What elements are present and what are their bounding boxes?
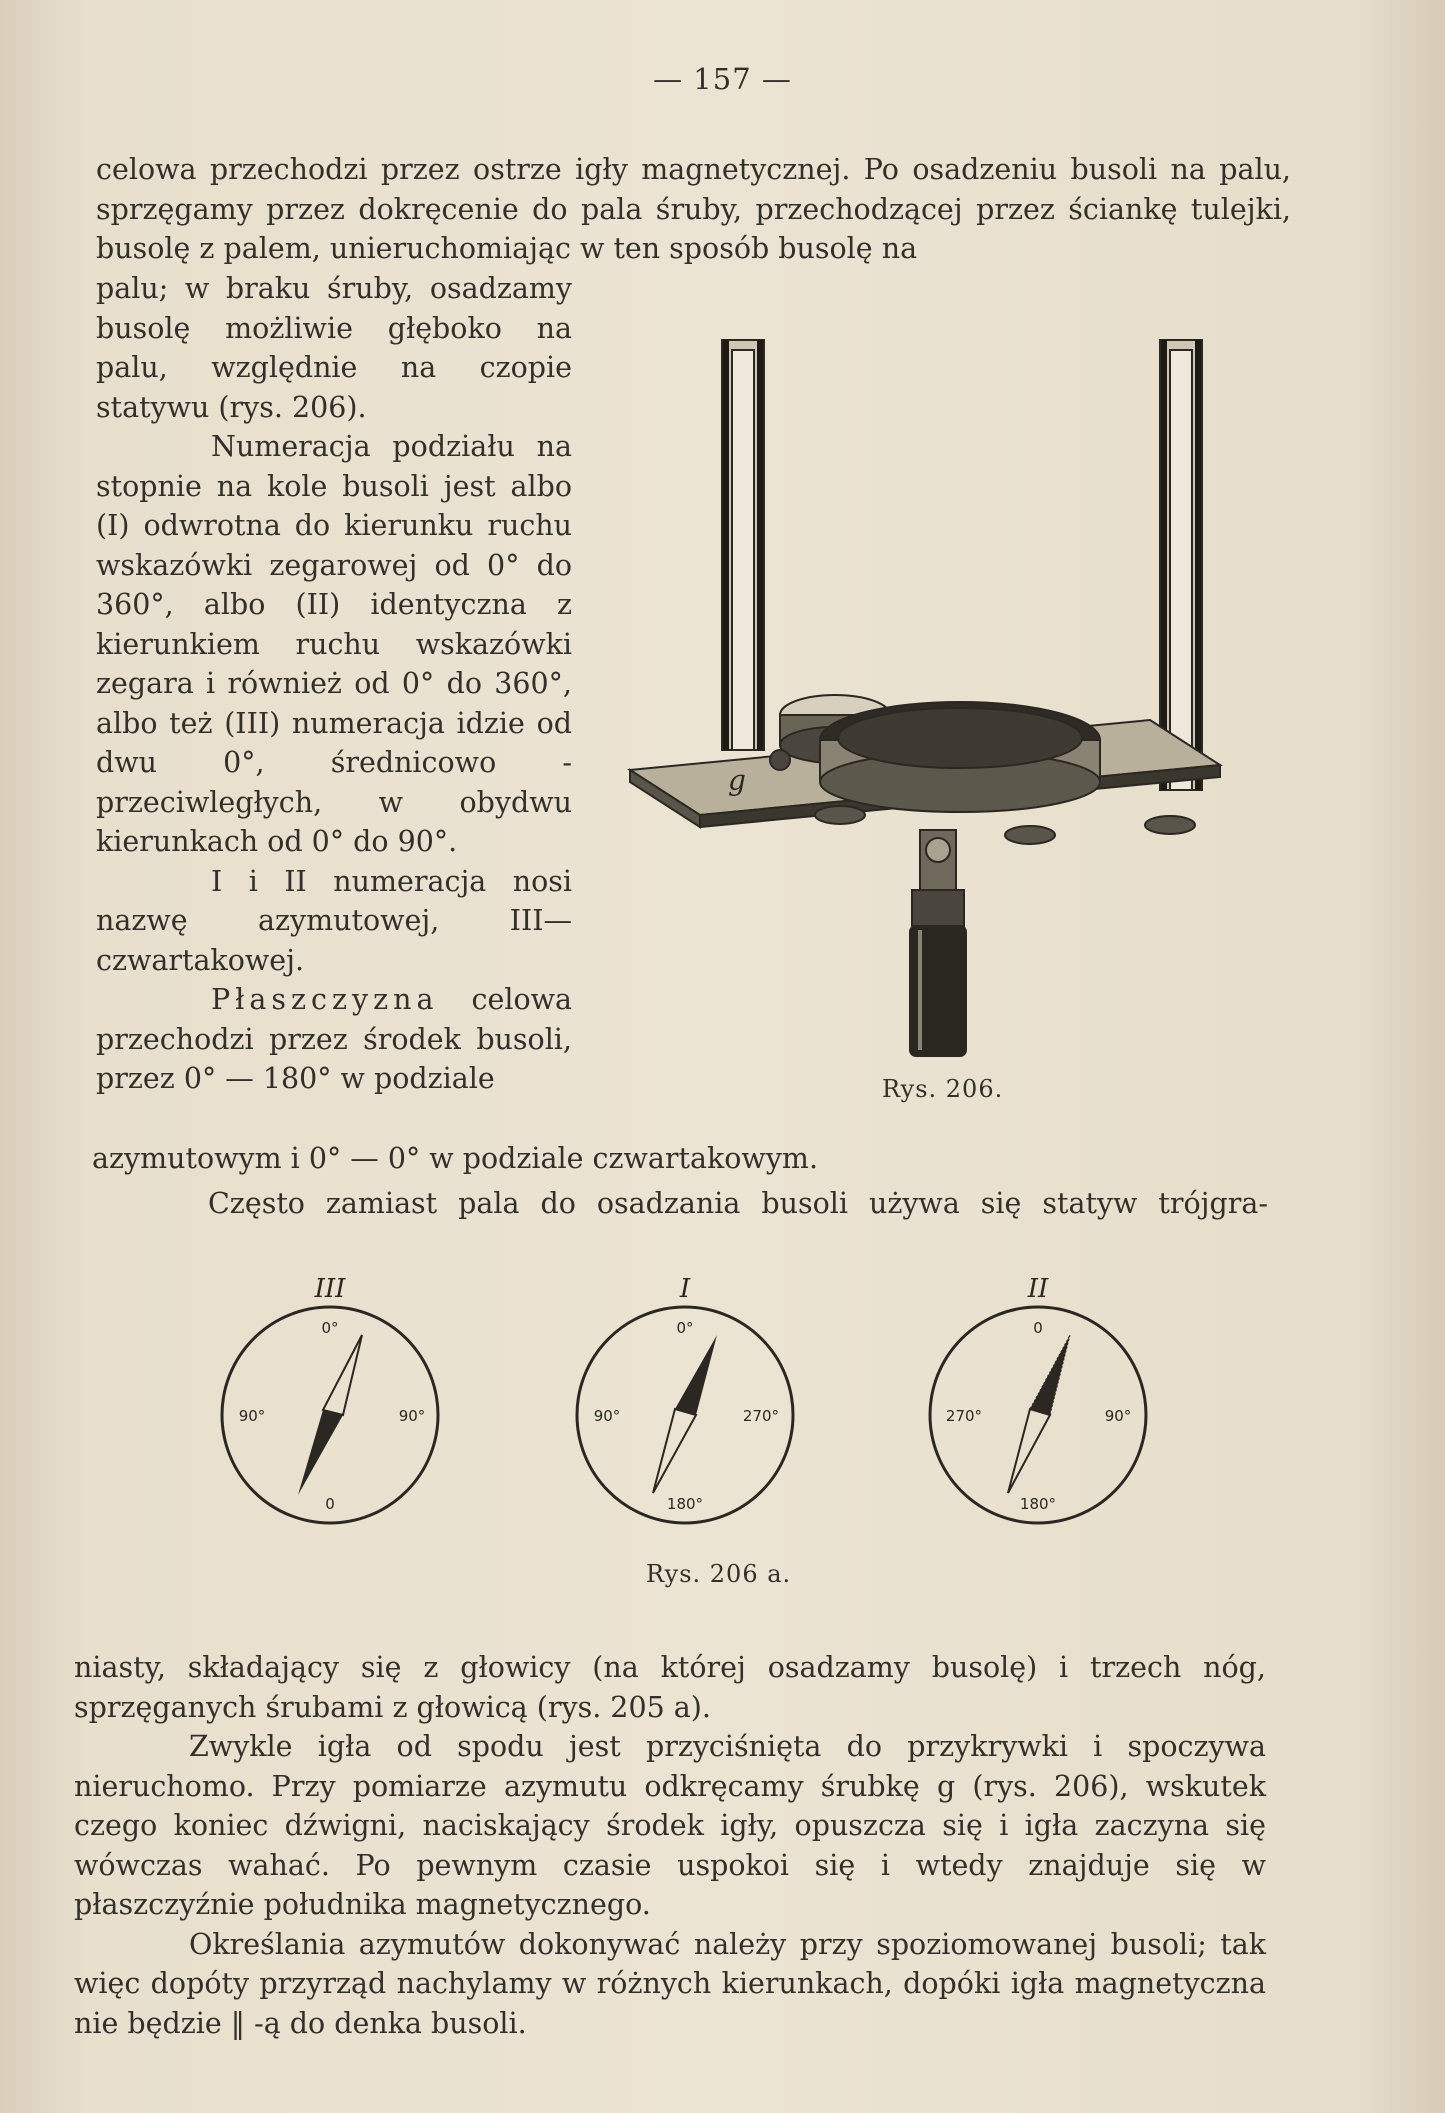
page-number: — 157 — bbox=[653, 62, 792, 96]
compass-right-label: 90° bbox=[1104, 1407, 1132, 1425]
paragraph: Numeracja podziału na stopnie na kole busoli jest albo (I) odwrotna do kierunku ruchu wskazówki zegarowej od 0° do 360°, albo (II) identyczna z kierunkiem ruchu wskazówki zegara i również od 0° do 360°, albo też (III) numeracja idzie od dwu 0°, średnicowo - przeciwległych, w obydwu kierunkach od 0° do 90°. bbox=[96, 430, 572, 858]
compass-needle bbox=[1008, 1335, 1070, 1493]
paragraph: Zwykle igła od spodu jest przyciśnięta do przykrywki i spoczywa nieruchomo. Przy pomiarze azymutu odkręcamy śrubkę g (rys. 206), wskutek czego koniec dźwigni, naciskający środek igły, opuszcza się i igła zaczyna się wówczas wahać. Po pewnym czasie uspokoi się i wtedy znajduje się w płaszczyźnie południka magnetycznego. bbox=[74, 1730, 1266, 1921]
stand-illustration bbox=[630, 340, 1220, 1056]
compass-diagram-ii bbox=[918, 1265, 1158, 1545]
paragraph: I i II numeracja nosi nazwę azymutowej, III—czwartakowej. bbox=[96, 864, 572, 977]
compass-numeral: I bbox=[679, 1274, 691, 1304]
compass-right-label: 90° bbox=[398, 1407, 426, 1425]
compass-diagram-iii bbox=[210, 1265, 450, 1545]
compass-bottom-label: 180° bbox=[666, 1495, 704, 1513]
compass-bottom-label: 0 bbox=[325, 1495, 335, 1513]
paragraph: Określania azymutów dokonywać należy przy spoziomowanej busoli; tak więc dopóty przyrząd nachylamy w różnych kierunkach, dopóki igła magnetyczna nie będzie ‖ -ą do denka busoli. bbox=[74, 1927, 1266, 2040]
spaced-emphasis: Płaszczyzna bbox=[211, 983, 439, 1016]
text-line: azymutowym i 0° — 0° w podziale czwartakowym. bbox=[92, 1142, 818, 1175]
text-block-bottom bbox=[74, 1648, 1266, 2043]
figure-206-caption: Rys. 206. bbox=[882, 1075, 1004, 1103]
compass-numeral: II bbox=[1027, 1274, 1049, 1304]
compass-bottom-label: 180° bbox=[1019, 1495, 1057, 1513]
compass-top-label: 0° bbox=[321, 1319, 339, 1337]
compass-left-label: 90° bbox=[238, 1407, 266, 1425]
paragraph: niasty, składający się z głowicy (na której osadzamy busolę) i trzech nóg, sprzęganych śrubami z głowicą (rys. 205 a). bbox=[74, 1651, 1266, 1724]
compass-diagram-i bbox=[565, 1265, 805, 1545]
compass-left-label: 270° bbox=[945, 1407, 983, 1425]
compass-needle bbox=[653, 1335, 717, 1493]
compass-right-label: 270° bbox=[742, 1407, 780, 1425]
compass-numeral: III bbox=[314, 1274, 346, 1304]
label-g: g bbox=[728, 764, 746, 797]
text-line: Często zamiast pala do osadzania busoli używa się statyw trójgra- bbox=[208, 1187, 1268, 1220]
compass-left-label: 90° bbox=[593, 1407, 621, 1425]
text-block-left-column bbox=[96, 269, 572, 1099]
figure-206a-caption: Rys. 206 a. bbox=[646, 1560, 792, 1588]
figure-206-illustration bbox=[620, 330, 1260, 1090]
compass-top-label: 0° bbox=[676, 1319, 694, 1337]
compass-needle bbox=[298, 1335, 362, 1495]
figure-206a bbox=[210, 1265, 1160, 1545]
paragraph: palu; w braku śruby, osadzamy busolę możliwie głęboko na palu, względnie na czopie statywu (rys. 206). bbox=[96, 272, 572, 424]
paragraph: celowa przechodzi przez ostrze igły magnetycznej. Po osadzeniu busoli na palu, sprzęgamy przez dokręcenie do pala śruby, przechodzącej przez ściankę tulejki, busolę z palem, unieruchomiając w ten sposób busolę na bbox=[96, 153, 1291, 265]
paragraph-spaced: Płaszczyzna celowa przechodzi przez środek busoli, przez 0° — 180° w podziale bbox=[96, 983, 572, 1095]
text-block-top bbox=[96, 150, 1291, 269]
compass-top-label: 0 bbox=[1033, 1319, 1043, 1337]
